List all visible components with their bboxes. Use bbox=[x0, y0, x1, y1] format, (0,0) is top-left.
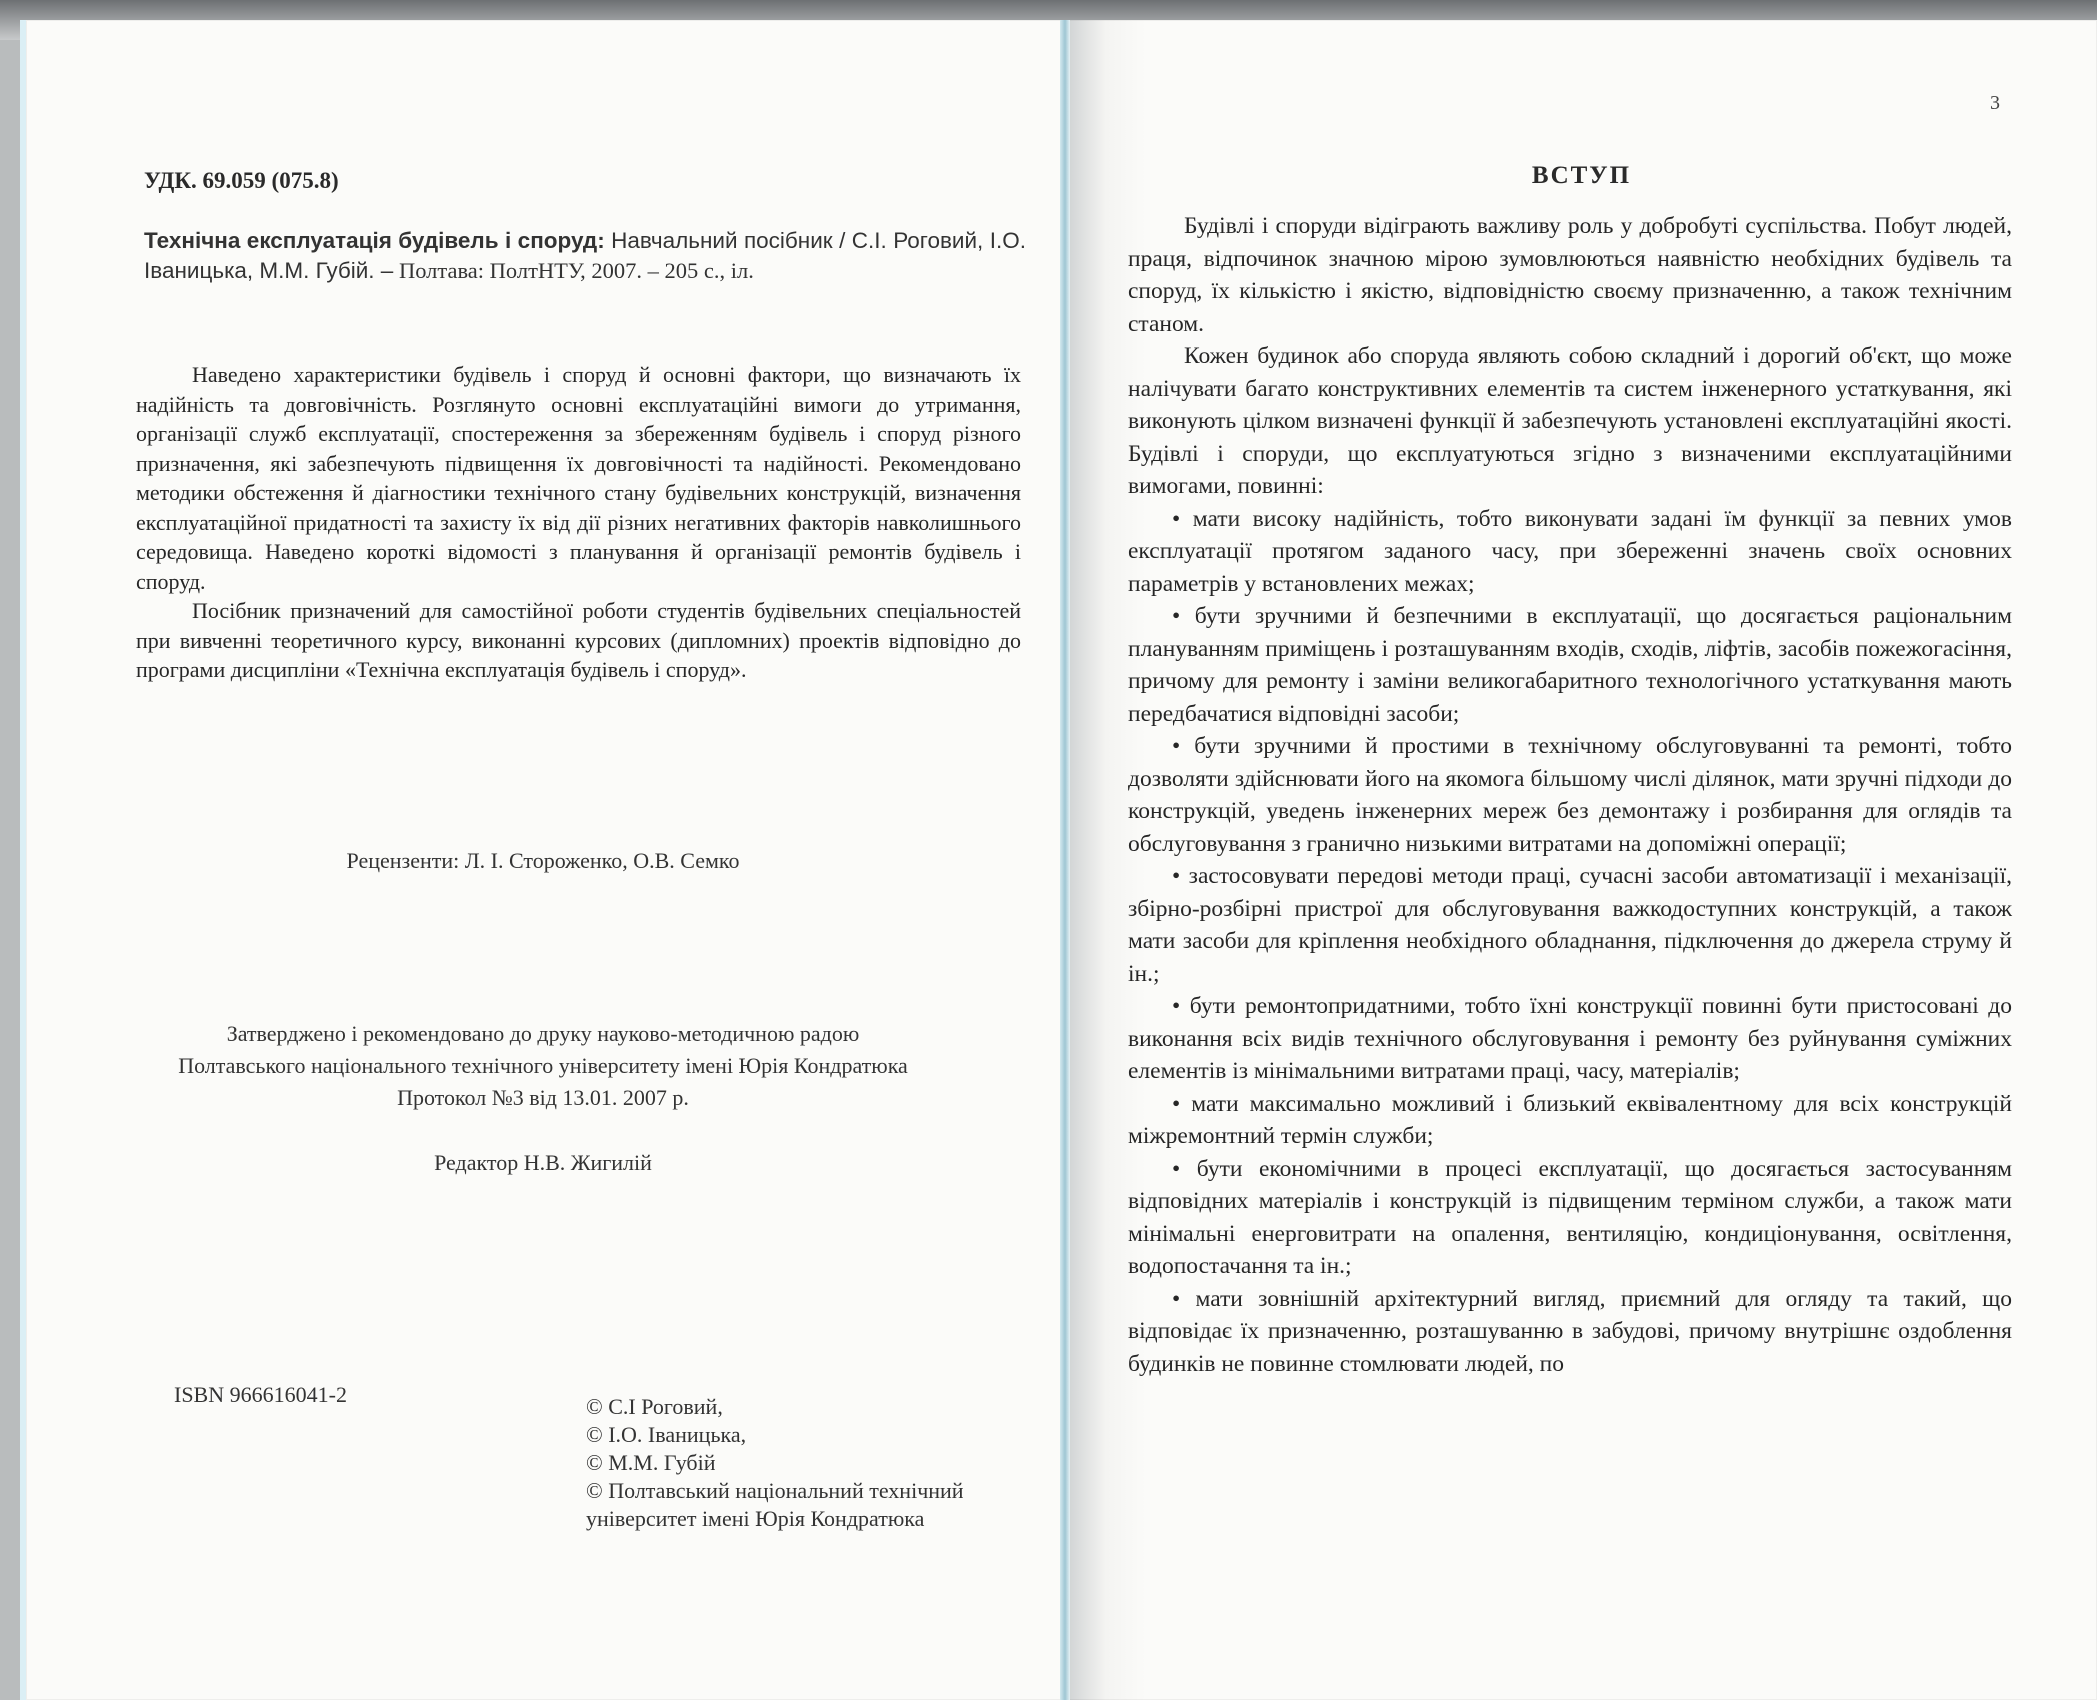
approval-block bbox=[20, 1018, 1066, 1114]
bib-authors: Навчальний посібник / С.І. Роговий, І.О. Іваницька, М.М. Губій. – bbox=[144, 228, 1026, 283]
requirement-item: • мати максимально можливий і близький еквівалентному для всіх конструкцій міжремонтний термін служби; bbox=[1128, 1090, 2012, 1149]
section-heading: ВСТУП bbox=[1531, 162, 1632, 189]
requirement-item: • бути зручними й безпечними в експлуатації, що досягається раціональним плануванням приміщень і розташуванням входів, сходів, ліфтів, засобів пожежогасіння, причому для ремонту і заміни великогабаритного технологічного устаткування мають передбачатися відповідні засоби; bbox=[1128, 603, 2012, 727]
editor: Редактор Н.В. Жигилій bbox=[434, 1150, 652, 1175]
requirement-item: • мати високу надійність, тобто виконувати задані їм функції за певних умов експлуатації протягом заданого часу, при збереженні значень своїх основних параметрів у встановлених межах; bbox=[1128, 505, 2012, 597]
requirement-item: • бути зручними й простими в технічному обслуговуванні та ремонті, тобто дозволяти здійснювати його на якомога більшому числі ділянок, мати зручні підходи до конструкцій, уведень інженерних мереж без демонтажу і розбирання для оглядів та обслуговування з гранично низькими витратами на допоміжні операції; bbox=[1128, 733, 2012, 857]
page-number: 3 bbox=[1990, 92, 2000, 114]
bib-title: Технічна експлуатація будівель і споруд: bbox=[144, 228, 605, 253]
copyright-line: © М.М. Губій bbox=[586, 1450, 716, 1475]
isbn: ISBN 966616041-2 bbox=[174, 1382, 347, 1407]
intro-text bbox=[1128, 210, 2012, 1380]
bib-publisher: Полтава: ПолтНТУ, 2007. – 205 с., іл. bbox=[393, 258, 754, 283]
requirement-item: • мати зовнішній архітектурний вигляд, приємний для огляду та такий, що відповідає їх призначенню, розташуванню в забудові, причому внутрішнє оздоблення будинків не повинне стомлювати людей, по bbox=[1128, 1285, 2012, 1377]
requirement-item: • застосовувати передові методи праці, сучасні засоби автоматизації і механізації, збірно-розбірні пристрої для обслуговування важкодоступних конструкцій, а також мати засоби для кріплення необхідного обладнання, підключення до джерела струму й ін.; bbox=[1128, 863, 2012, 987]
copyright-line: © С.І Роговий, bbox=[586, 1394, 723, 1419]
approval-line: Полтавського національного технічного університету імені Юрія Кондратюка bbox=[178, 1053, 908, 1078]
reviewers: Рецензенти: Л. І. Стороженко, О.В. Семко bbox=[346, 848, 740, 873]
approval-line: Затверджено і рекомендовано до друку науково-методичною радою bbox=[226, 1021, 860, 1046]
udk-code: УДК. 69.059 (075.8) bbox=[144, 168, 339, 193]
requirement-item: • бути ремонтопридатними, тобто їхні конструкції повинні бути пристосовані до виконання всіх видів технічного обслуговування і ремонту без руйнування суміжних елементів із мінімальними витратами праці, часу, матеріалів; bbox=[1128, 993, 2012, 1084]
intro-paragraph: Кожен будинок або споруда являють собою складний і дорогий об'єкт, що може налічувати багато конструктивних елементів та систем інженерного устаткування, які виконують цілком визначені функції й забезпечують установлені експлуатаційні якості. Будівлі і споруди, що експлуатуються згідно з визначеними експлуатаційними вимогами, повинні: bbox=[1128, 343, 2012, 499]
abstract bbox=[136, 360, 1021, 685]
copyright-line: © Полтавський національний технічний bbox=[586, 1478, 964, 1503]
intro-paragraph: Будівлі і споруди відіграють важливу роль у добробуті суспільства. Побут людей, праця, відпочинок значною мірою зумовлюються наявністю необхідних будівель та споруд, їх кількістю і якістю, відповідністю своєму призначенню, а також технічним станом. bbox=[1128, 213, 2012, 337]
copyright-line: університет імені Юрія Кондратюка bbox=[586, 1506, 925, 1531]
requirement-item: • бути економічними в процесі експлуатації, що досягається застосуванням відповідних матеріалів і конструкцій із підвищеним терміном служби, а також мати мінімальні енерговитрати на опалення, вентиляцію, кондиціонування, освітлення, водопостачання та ін.; bbox=[1128, 1155, 2012, 1279]
approval-line: Протокол №3 від 13.01. 2007 р. bbox=[397, 1085, 689, 1110]
abstract-paragraph: Наведено характеристики будівель і споруд й основні фактори, що визначають їх надійність та довговічність. Розглянуто основні експлуатаційні вимоги до утримання, організації служб експлуатації, спостереження за збереженням будівель і споруд різного призначення, які забезпечують підвищення їх довговічності та надійності. Рекомендовано методики обстеження й діагностики технічного стану будівельних конструкцій, визначення експлуатаційної придатності та захисту їх від дії різних негативних факторів навколишнього середовища. Наведено короткі відомості з планування й організації ремонтів будівель і споруд. bbox=[136, 362, 1021, 594]
copyright-line: © І.О. Іваницька, bbox=[586, 1422, 747, 1447]
abstract-paragraph: Посібник призначений для самостійної роботи студентів будівельних спеціальностей при вивченні теоретичного курсу, виконанні курсових (дипломних) проектів відповідно до програми дисципліни «Технічна експлуатація будівель і споруд». bbox=[136, 598, 1021, 682]
bibliographic-description bbox=[144, 226, 1026, 286]
copyright-block bbox=[586, 1393, 964, 1533]
